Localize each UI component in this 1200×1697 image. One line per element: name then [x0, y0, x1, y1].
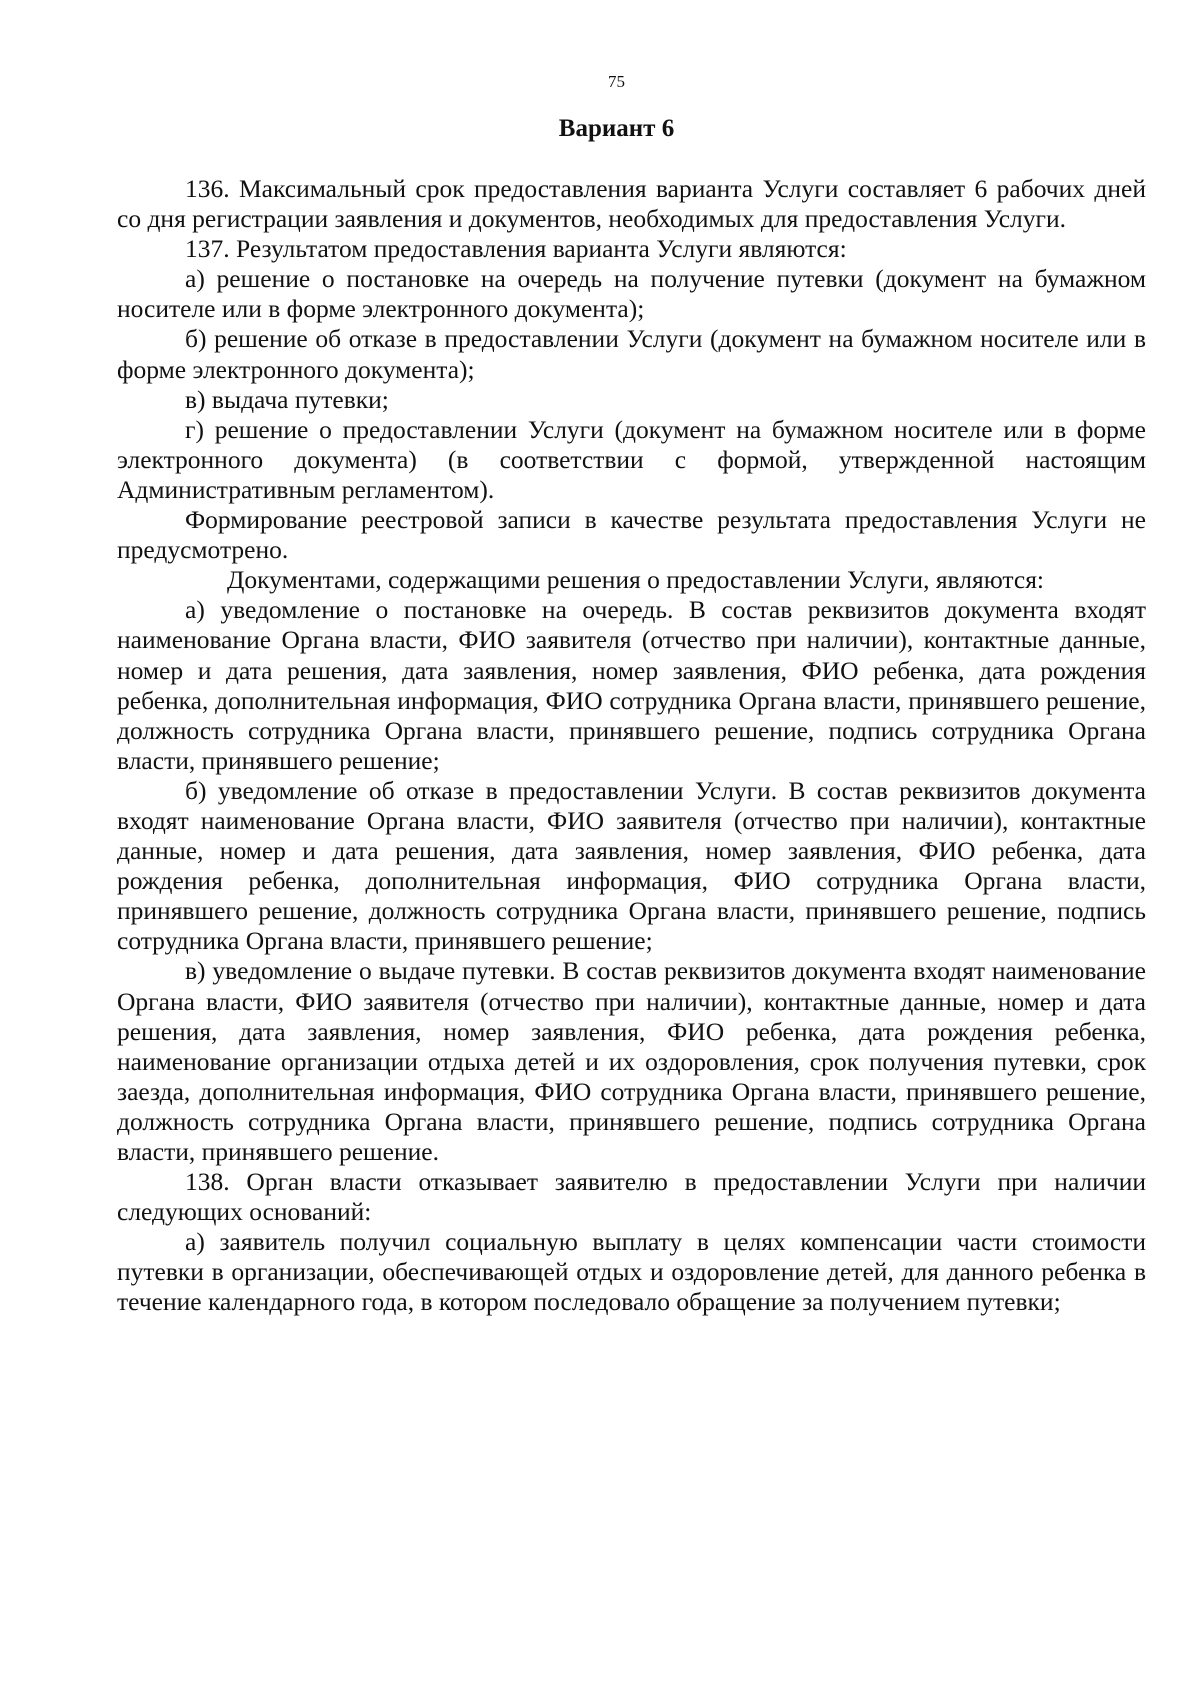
notice-voucher-paragraph: в) уведомление о выдаче путевки. В состав реквизитов документа входят наименование Органа власти, ФИО заявителя (отчество при наличии), контактные данные, номер и дата решения, дата заявления, номер заявления, ФИО ребенка, дата рождения ребенка, наименование организации отдыха детей и их оздоровления, срок получения путевки, срок заезда, дополнительная информация, ФИО сотрудника Органа власти, принявшего решение, должность сотрудника Органа власти, принявшего решение, подпись сотрудника Органа власти, принявшего решение.	[117, 956, 1146, 1166]
refusal-ground-a: а) заявитель получил социальную выплату в целях компенсации части стоимости путевки в организации, обеспечивающей отдых и оздоровление детей, для данного ребенка в течение календарного года, в котором последовало обращение за получением путевки;	[117, 1227, 1146, 1317]
list-item-a: а) решение о постановке на очередь на получение путевки (документ на бумажном носителе или в форме электронного документа);	[117, 264, 1146, 324]
documents-intro-paragraph: Документами, содержащими решения о предоставлении Услуги, являются:	[227, 565, 1045, 595]
list-item-v: в) выдача путевки;	[185, 384, 389, 414]
paragraph-138: 138. Орган власти отказывает заявителю в предоставлении Услуги при наличии следующих оснований:	[117, 1167, 1146, 1227]
list-item-b: б) решение об отказе в предоставлении Услуги (документ на бумажном носителе или в форме электронного документа);	[117, 324, 1146, 384]
paragraph-137: 137. Результатом предоставления варианта Услуги являются:	[185, 234, 847, 264]
registry-record-paragraph: Формирование реестровой записи в качестве результата предоставления Услуги не предусмотрено.	[117, 505, 1146, 565]
paragraph-136: 136. Максимальный срок предоставления варианта Услуги составляет 6 рабочих дней со дня регистрации заявления и документов, необходимых для предоставления Услуги.	[117, 174, 1146, 234]
notice-refusal-paragraph: б) уведомление об отказе в предоставлении Услуги. В состав реквизитов документа входят наименование Органа власти, ФИО заявителя (отчество при наличии), контактные данные, номер и дата решения, дата заявления, номер заявления, ФИО ребенка, дата рождения ребенка, дополнительная информация, ФИО сотрудника Органа власти, принявшего решение, должность сотрудника Органа власти, принявшего решение, подпись сотрудника Органа власти, принявшего решение;	[117, 775, 1146, 956]
page-number: 75	[608, 72, 625, 91]
list-item-g: г) решение о предоставлении Услуги (документ на бумажном носителе или в форме электронного документа) (в соответствии с формой, утвержденной настоящим Административным регламентом).	[117, 414, 1146, 504]
notice-queue-paragraph: а) уведомление о постановке на очередь. В состав реквизитов документа входят наименование Органа власти, ФИО заявителя (отчество при наличии), контактные данные, номер и дата решения, дата заявления, номер заявления, ФИО ребенка, дата рождения ребенка, дополнительная информация, ФИО сотрудника Органа власти, принявшего решение, должность сотрудника Органа власти, принявшего решение, подпись сотрудника Органа власти, принявшего решение;	[117, 595, 1146, 775]
section-heading: Вариант 6	[558, 115, 675, 142]
